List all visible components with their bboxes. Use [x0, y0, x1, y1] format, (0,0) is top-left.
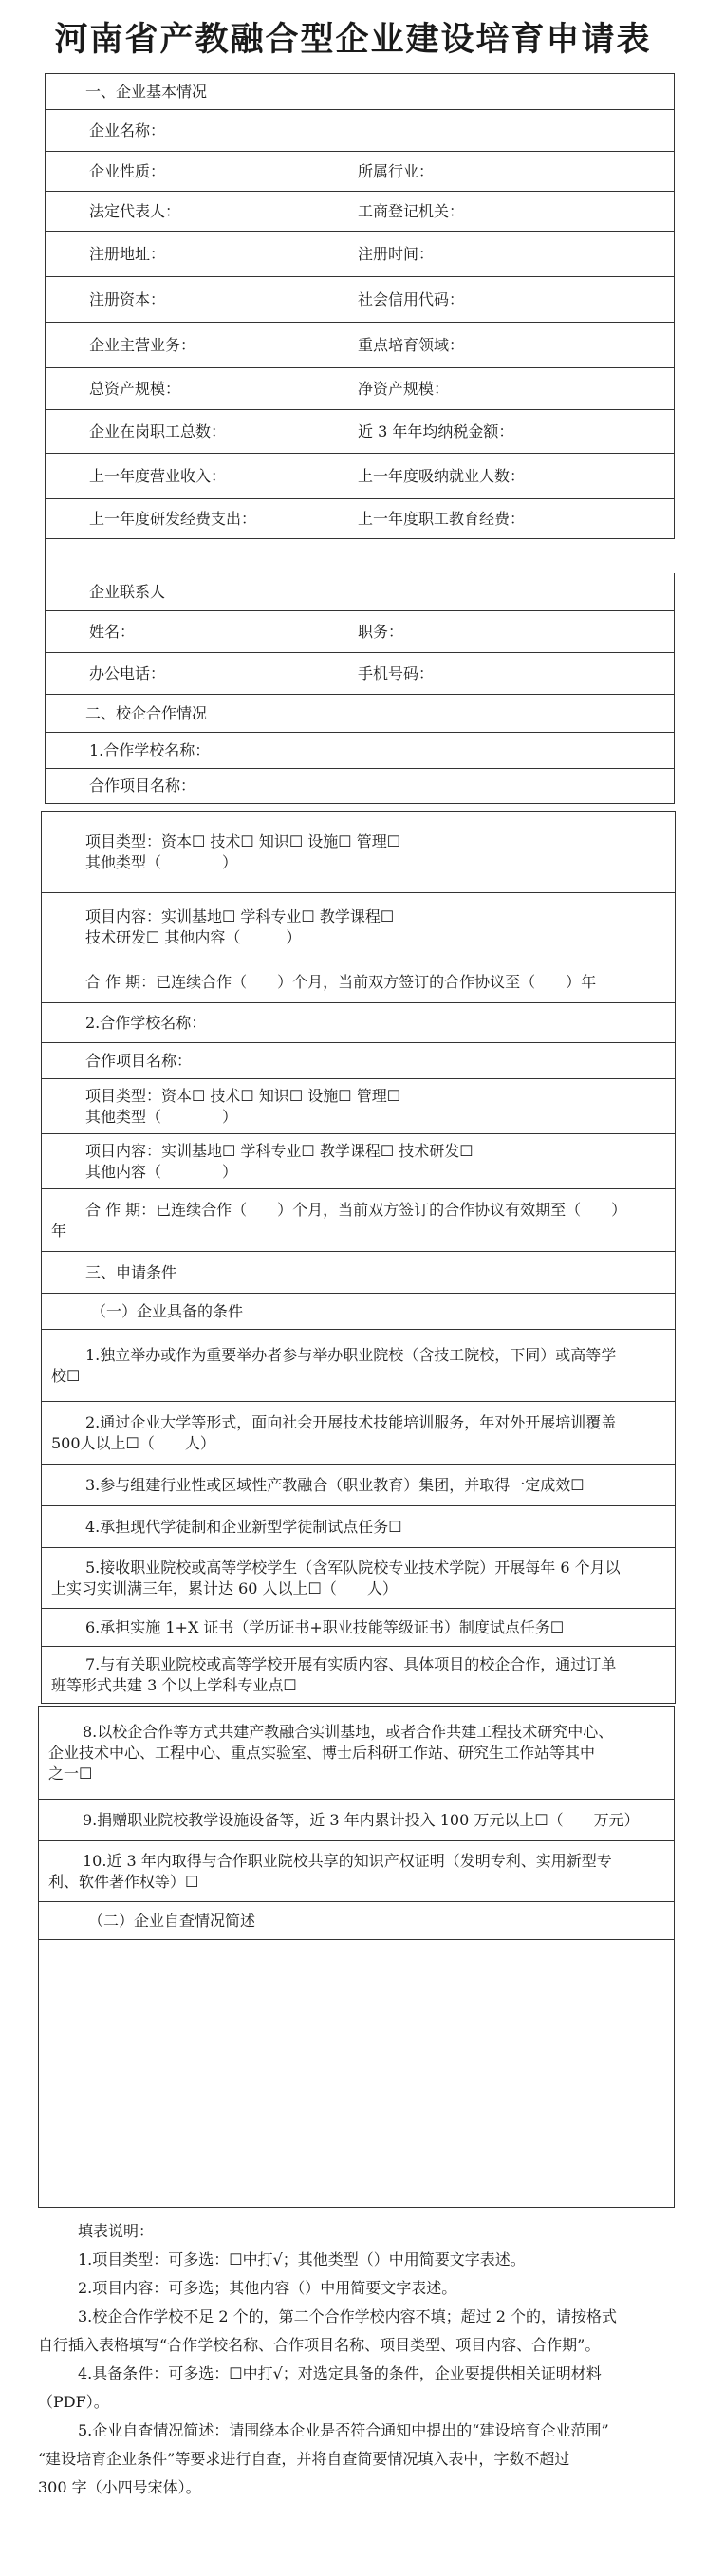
info-field-left[interactable]: 注册地址：	[89, 244, 166, 263]
note-line: 自行插入表格填写“合作学校名称、合作项目名称、项目类型、项目内容、合作期”。	[38, 2336, 601, 2354]
basic-info-table	[45, 73, 675, 804]
condition-7[interactable]: 7.与有关职业院校或高等学校开展有实质内容、具体项目的校企合作，通过订单 班等形式共建 3 个以上学科专业点☐	[51, 1654, 617, 1694]
project-2-period[interactable]: 合 作 期：已连续合作（ ）个月，当前双方签订的合作协议有效期至（ ） 年	[51, 1200, 627, 1240]
form-instructions	[38, 2217, 664, 2502]
info-field-right[interactable]: 净资产规模：	[325, 368, 674, 409]
info-row	[46, 410, 675, 454]
field-project-1-name[interactable]: 合作项目名称：	[89, 776, 196, 794]
section-heading: 二、校企合作情况	[85, 703, 208, 722]
info-row	[46, 152, 675, 192]
info-field-right[interactable]: 上一年度吸纳就业人数：	[325, 454, 674, 498]
note-line: 3.校企合作学校不足 2 个的，第二个合作学校内容不填；超过 2 个的，请按格式	[78, 2307, 617, 2325]
info-field-left[interactable]: 企业在岗职工总数：	[89, 421, 227, 440]
note-line: 4.具备条件：可多选：☐中打√；对选定具备的条件，企业要提供相关证明材料	[78, 2364, 602, 2382]
note-item	[38, 2246, 664, 2274]
info-field-right[interactable]: 注册时间：	[325, 232, 674, 276]
info-field-left[interactable]: 法定代表人：	[89, 201, 181, 220]
condition-4[interactable]: 4.承担现代学徒制和企业新型学徒制试点任务☐	[85, 1517, 402, 1536]
info-field-right[interactable]: 上一年度职工教育经费：	[325, 499, 674, 538]
info-field-right[interactable]: 所属行业：	[325, 152, 674, 191]
field-project-2-name[interactable]: 合作项目名称：	[85, 1051, 193, 1070]
condition-2[interactable]: 2.通过企业大学等形式，面向社会开展技术技能培训服务，年对外开展培训覆盖 500人以上☐（ 人）	[51, 1412, 617, 1452]
condition-10[interactable]: 10.近 3 年内取得与合作职业院校共享的知识产权证明（发明专利、实用新型专 利、软件著作权等）☐	[48, 1851, 612, 1891]
info-field-left[interactable]: 企业主营业务：	[89, 335, 196, 354]
project-1-period[interactable]: 合 作 期：已连续合作（ ）个月，当前双方签订的合作协议至（ ）年	[85, 972, 597, 991]
info-row	[46, 232, 675, 277]
info-field-left[interactable]: 企业性质：	[89, 161, 166, 180]
subsection-heading: （二）企业自查情况简述	[88, 1911, 256, 1930]
self-check-textarea[interactable]	[39, 1940, 675, 2208]
info-row	[46, 499, 675, 539]
info-row	[46, 277, 675, 323]
info-field-left[interactable]: 总资产规模：	[89, 379, 181, 398]
info-field-left[interactable]: 上一年度营业收入：	[89, 466, 227, 485]
info-row	[46, 454, 675, 499]
field-school-1-name[interactable]: 1.合作学校名称：	[89, 740, 211, 759]
conditions-table-2	[38, 1706, 675, 2208]
info-field-left[interactable]: 上一年度研发经费支出：	[89, 509, 257, 528]
section-heading: 三、申请条件	[85, 1262, 177, 1281]
info-field-right[interactable]: 重点培育领域：	[325, 323, 674, 367]
condition-1[interactable]: 1.独立举办或作为重要举办者参与举办职业院校（含技工院校，下同）或高等学 校☐	[51, 1345, 617, 1385]
cooperation-table	[41, 811, 676, 1704]
field-school-2-name[interactable]: 2.合作学校名称：	[85, 1013, 207, 1032]
page-title: 河南省产教融合型企业建设培育申请表	[54, 21, 652, 59]
info-row	[46, 368, 675, 410]
contact-field-right[interactable]: 手机号码：	[325, 653, 674, 694]
info-row	[46, 323, 675, 368]
condition-9[interactable]: 9.捐赠职业院校教学设施设备等，近 3 年内累计投入 100 万元以上☐（ 万元）	[83, 1810, 640, 1829]
note-item	[38, 2303, 664, 2360]
section-heading: 一、企业基本情况	[85, 82, 208, 101]
note-line: 5.企业自查情况简述：请围绕本企业是否符合通知中提出的“建设培育企业范围”	[78, 2421, 609, 2439]
project-1-content[interactable]: 项目内容：实训基地☐ 学科专业☐ 教学课程☐ 技术研发☐ 其他内容（ ）	[85, 906, 395, 946]
condition-8[interactable]: 8.以校企合作等方式共建产教融合实训基地，或者合作共建工程技术研究中心、 企业技术中心、工程中心、重点实验室、博士后科研工作站、研究生工作站等其中 之一☐	[48, 1722, 614, 1783]
note-line: 1.项目类型：可多选：☐中打√；其他类型（）中用简要文字表述。	[78, 2250, 526, 2268]
note-item	[38, 2417, 664, 2502]
info-field-right[interactable]: 工商登记机关：	[325, 192, 674, 231]
project-1-type[interactable]: 项目类型：资本☐ 技术☐ 知识☐ 设施☐ 管理☐ 其他类型（ ）	[85, 831, 401, 871]
note-line: 300 字（小四号宋体）。	[38, 2478, 201, 2496]
field-company-name[interactable]: 企业名称：	[89, 121, 166, 140]
condition-6[interactable]: 6.承担实施 1+X 证书（学历证书+职业技能等级证书）制度试点任务☐	[85, 1617, 565, 1636]
contact-row	[46, 611, 675, 653]
subsection-heading: （一）企业具备的条件	[91, 1301, 244, 1320]
info-field-left[interactable]: 注册资本：	[89, 289, 166, 308]
notes-heading: 填表说明：	[78, 2222, 155, 2240]
note-line: “建设培育企业条件”等要求进行自查，并将自查简要情况填入表中，字数不超过	[38, 2450, 570, 2468]
condition-3[interactable]: 3.参与组建行业性或区域性产教融合（职业教育）集团，并取得一定成效☐	[85, 1475, 585, 1494]
project-2-content[interactable]: 项目内容：实训基地☐ 学科专业☐ 教学课程☐ 技术研发☐ 其他内容（ ）	[85, 1141, 474, 1181]
contact-heading: 企业联系人	[89, 582, 166, 601]
note-item	[38, 2274, 664, 2303]
contact-field-left[interactable]: 办公电话：	[89, 663, 166, 682]
info-field-right[interactable]: 社会信用代码：	[325, 277, 674, 322]
note-item	[38, 2360, 664, 2417]
contact-field-left[interactable]: 姓名：	[89, 622, 136, 641]
contact-row	[46, 653, 675, 695]
note-line: 2.项目内容：可多选；其他内容（）中用简要文字表述。	[78, 2279, 457, 2297]
project-2-type[interactable]: 项目类型：资本☐ 技术☐ 知识☐ 设施☐ 管理☐ 其他类型（ ）	[85, 1086, 401, 1126]
info-row	[46, 192, 675, 232]
info-field-right[interactable]: 近 3 年年均纳税金额：	[325, 410, 674, 453]
contact-field-right[interactable]: 职务：	[325, 611, 674, 652]
condition-5[interactable]: 5.接收职业院校或高等学校学生（含军队院校专业技术学院）开展每年 6 个月以 上实习实训满三年，累计达 60 人以上☐（ 人）	[51, 1558, 621, 1597]
note-line: （PDF）。	[38, 2393, 109, 2411]
